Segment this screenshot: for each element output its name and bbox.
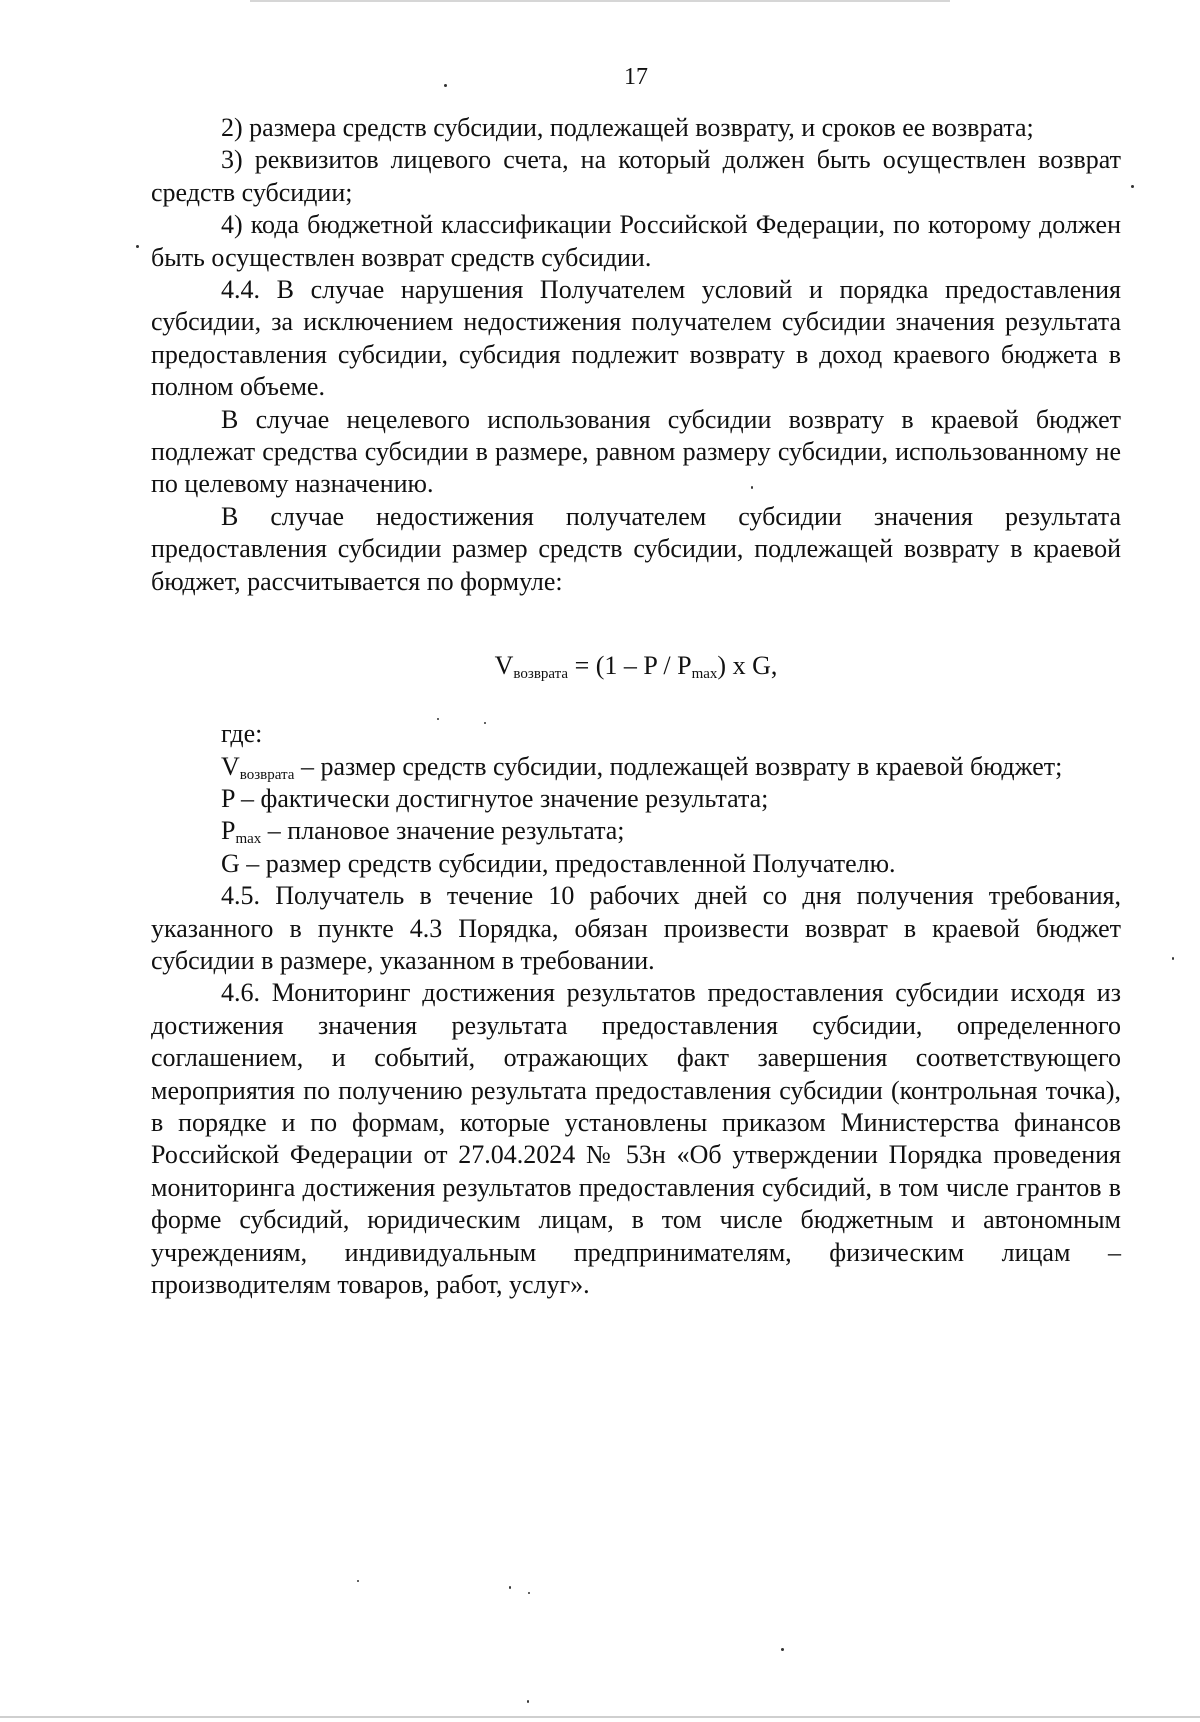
- definition-pmax: [151, 815, 1121, 847]
- definition-pmax-text: – плановое значение результата;: [261, 816, 625, 846]
- definition-pmax-subscript: max: [235, 831, 262, 848]
- scan-speck: [509, 1586, 511, 1589]
- document-page: [151, 62, 1121, 1301]
- paragraph-item-3: 3) реквизитов лицевого счета, на который должен быть осуществлен возврат средств субсидии;: [151, 145, 1121, 207]
- formula-v: V: [494, 651, 514, 681]
- refund-formula: [151, 650, 1121, 682]
- scan-speck: [357, 1580, 359, 1582]
- definition-v-text: – размер средств субсидии, подлежащей возврату в краевой бюджет;: [294, 751, 1063, 781]
- paragraph-4-5: 4.5. Получатель в течение 10 рабочих дней со дня получения требования, указанного в пункте 4.3 Порядка, обязан произвести возврат в краевой бюджет субсидии в размере, указанном в требовании.: [151, 881, 1121, 975]
- scan-speck: [527, 1700, 529, 1703]
- paragraph-misuse: В случае нецелевого использования субсидии возврату в краевой бюджет подлежат средства субсидии в размере, равном размеру субсидии, использованному не по целевому назначению.: [151, 404, 1121, 499]
- scan-speck: [136, 245, 139, 248]
- formula-tail: ) x G,: [717, 651, 778, 681]
- definition-v: [151, 751, 1121, 783]
- scan-edge-top: [250, 0, 950, 2]
- definition-pmax-symbol: P: [221, 816, 236, 846]
- definition-v-symbol: V: [221, 751, 240, 781]
- paragraph-item-4: 4) кода бюджетной классификации Российской Федерации, по которому должен быть осуществлен возврат средств субсидии.: [151, 210, 1121, 272]
- definition-g: G – размер средств субсидии, предоставленной Получателю.: [221, 848, 896, 878]
- definition-v-subscript: возврата: [239, 766, 295, 783]
- scan-speck: [528, 1592, 530, 1594]
- scan-speck: [1172, 957, 1174, 960]
- paragraph-4-4: 4.4. В случае нарушения Получателем условий и порядка предоставления субсидии, за исключением недостижения получателем субсидии значения результата предоставления субсидии, субсидия подлежит возврату в доход краевого бюджета в полном объеме.: [151, 275, 1121, 402]
- formula-v-subscript: возврата: [513, 666, 569, 683]
- formula-middle: = (1 – P / P: [568, 651, 692, 681]
- scan-speck: [781, 1648, 784, 1651]
- page-number: 17: [624, 64, 648, 90]
- scan-speck: [1131, 185, 1134, 188]
- where-label: где:: [221, 719, 263, 749]
- definition-p: P – фактически достигнутое значение результата;: [221, 783, 769, 813]
- scan-edge-bottom: [0, 1716, 1200, 1718]
- paragraph-4-6: 4.6. Мониторинг достижения результатов предоставления субсидии исходя из достижения значения результата предоставления субсидии, определенного соглашением, и событий, отражающих факт завершения соответствующего мероприятия по получению результата предоставления субсидии (контрольная точка), в порядке и по формам, которые установлены приказом Министерства финансов Российской Федерации от 27.04.2024 № 53н «Об утверждении Порядка проведения мониторинга достижения результатов предоставления субсидий, в том числе грантов в форме субсидий, юридическим лицам, в том числе бюджетным и автономным учреждениям, индивидуальным предпринимателям, физическим лицам – производителям товаров, работ, услуг».: [151, 978, 1121, 1299]
- formula-pmax-subscript: max: [691, 666, 718, 683]
- paragraph-item-2: 2) размера средств субсидии, подлежащей возврату, и сроков ее возврата;: [221, 113, 1034, 142]
- paragraph-formula-intro: В случае недостижения получателем субсидии значения результата предоставления субсидии размер средств субсидии, подлежащей возврату в краевой бюджет, рассчитывается по формуле:: [151, 501, 1121, 596]
